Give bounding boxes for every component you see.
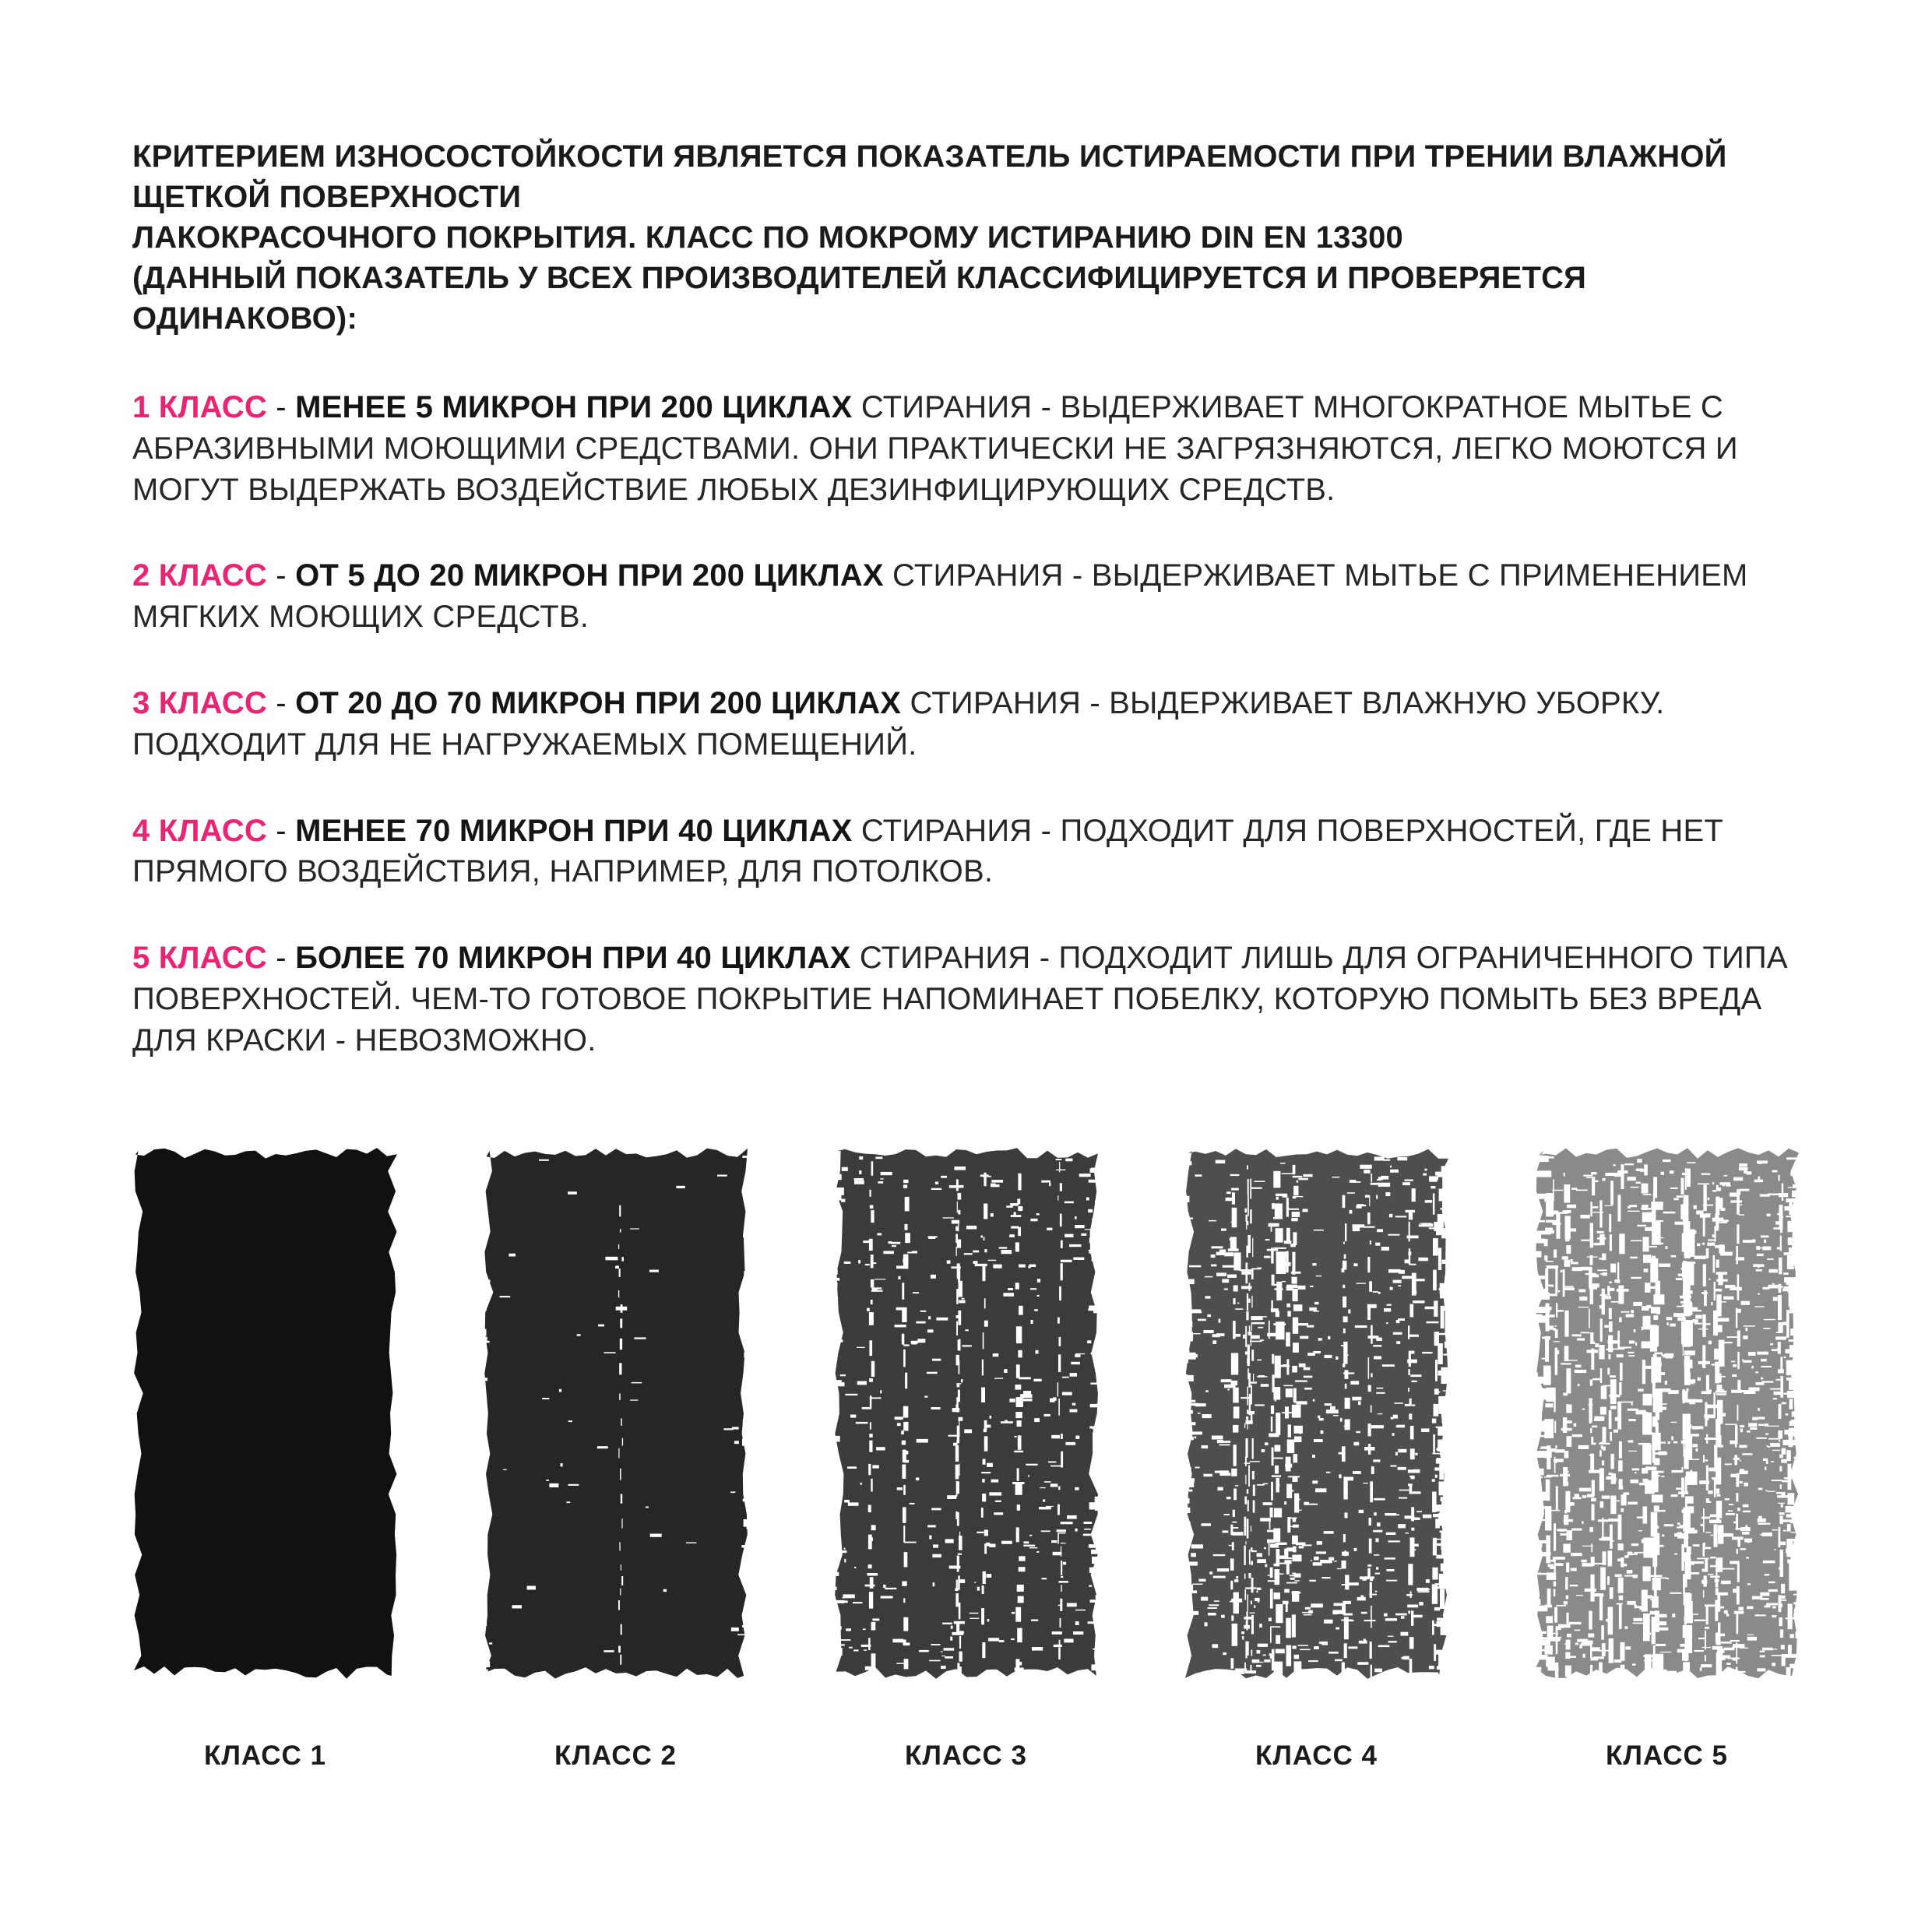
class-label-2: 2 КЛАСС [132,558,267,593]
intro-line-2: ЛАКОКРАСОЧНОГО ПОКРЫТИЯ. КЛАСС ПО МОКРОМУ ИСТИРАНИЮ DIN EN 13300 [132,220,1403,255]
class-dash-2: - [266,558,296,593]
class-list [132,387,1807,1061]
swatch-column-3 [830,1145,1103,1772]
class-dash-4: - [266,813,296,848]
class-description-1: СТИРАНИЯ - ВЫДЕРЖИВАЕТ МНОГОКРАТНОЕ МЫТЬЕ С АБРАЗИВНЫМИ МОЮЩИМИ СРЕДСТВАМИ. ОНИ ПРАКТИЧЕСКИ НЕ ЗАГРЯЗНЯЮТСЯ, ЛЕГКО МОЮТСЯ И МОГУТ ВЫДЕРЖАТЬ ВОЗДЕЙСТВИЕ ЛЮБЫХ ДЕЗИНФИЦИРУЮЩИХ СРЕДСТВ. [132,390,1738,507]
class-description-5: СТИРАНИЯ - ПОДХОДИТ ЛИШЬ ДЛЯ ОГРАНИЧЕННОГО ТИПА ПОВЕРХНОСТЕЙ. ЧЕМ-ТО ГОТОВОЕ ПОКРЫТИЕ НАПОМИНАЕТ ПОБЕЛКУ, КОТОРУЮ ПОМЫТЬ БЕЗ ВРЕДА ДЛЯ КРАСКИ - НЕВОЗМОЖНО. [132,941,1788,1057]
paint-swatch-class-3 [830,1145,1103,1682]
swatch-caption-3: КЛАСС 3 [904,1740,1028,1771]
class-dash-1: - [266,390,296,424]
paint-swatch-class-2 [480,1145,752,1682]
intro-paragraph [132,136,1791,339]
class-item-3 [132,683,1807,765]
swatch-caption-1: КЛАСС 1 [203,1740,327,1771]
intro-line-3: (ДАННЫЙ ПОКАЗАТЕЛЬ У ВСЕХ ПРОИЗВОДИТЕЛЕЙ КЛАССИФИЦИРУЕТСЯ И ПРОВЕРЯЕТСЯ ОДИНАКОВО): [132,261,1587,336]
swatch-column-5 [1531,1145,1804,1772]
class-item-5 [132,938,1807,1061]
class-dash-5: - [266,941,296,976]
paint-swatch-class-1 [129,1145,402,1682]
class-threshold-4: МЕНЕЕ 70 МИКРОН ПРИ 40 ЦИКЛАХ [295,813,853,848]
class-description-3: СТИРАНИЯ - ВЫДЕРЖИВАЕТ ВЛАЖНУЮ УБОРКУ. ПОДХОДИТ ДЛЯ НЕ НАГРУЖАЕМЫХ ПОМЕЩЕНИЙ. [132,685,1665,762]
intro-line-1: КРИТЕРИЕМ ИЗНОСОСТОЙКОСТИ ЯВЛЯЕТСЯ ПОКАЗАТЕЛЬ ИСТИРАЕМОСТИ ПРИ ТРЕНИИ ВЛАЖНОЙ ЩЕТКОЙ ПОВЕРХНОСТИ [132,139,1727,214]
swatch-column-1 [129,1145,402,1772]
class-threshold-2: ОТ 5 ДО 20 МИКРОН ПРИ 200 ЦИКЛАХ [295,558,884,593]
class-label-5: 5 КЛАСС [132,941,267,976]
class-label-4: 4 КЛАСС [132,813,267,848]
class-item-2 [132,555,1807,638]
class-threshold-1: МЕНЕЕ 5 МИКРОН ПРИ 200 ЦИКЛАХ [295,390,853,424]
class-label-1: 1 КЛАСС [132,390,267,424]
class-description-4: СТИРАНИЯ - ПОДХОДИТ ДЛЯ ПОВЕРХНОСТЕЙ, ГДЕ НЕТ ПРЯМОГО ВОЗДЕЙСТВИЯ, НАПРИМЕР, ДЛЯ ПОТОЛКОВ. [132,813,1723,889]
class-description-2: СТИРАНИЯ - ВЫДЕРЖИВАЕТ МЫТЬЕ С ПРИМЕНЕНИЕМ МЯГКИХ МОЮЩИХ СРЕДСТВ. [132,558,1748,635]
class-item-1 [132,387,1807,510]
swatch-row [0,1145,1932,1846]
swatch-column-4 [1181,1145,1453,1772]
paint-swatch-class-5 [1531,1145,1804,1682]
swatch-caption-2: КЛАСС 2 [554,1740,677,1771]
class-dash-3: - [266,685,296,720]
class-item-4 [132,811,1807,893]
swatch-caption-4: КЛАСС 4 [1255,1740,1378,1771]
paint-swatch-class-4 [1181,1145,1453,1682]
class-threshold-3: ОТ 20 ДО 70 МИКРОН ПРИ 200 ЦИКЛАХ [295,685,902,720]
class-threshold-5: БОЛЕЕ 70 МИКРОН ПРИ 40 ЦИКЛАХ [295,941,851,976]
swatch-column-2 [480,1145,752,1772]
class-label-3: 3 КЛАСС [132,685,267,720]
swatch-caption-5: КЛАСС 5 [1605,1740,1729,1771]
